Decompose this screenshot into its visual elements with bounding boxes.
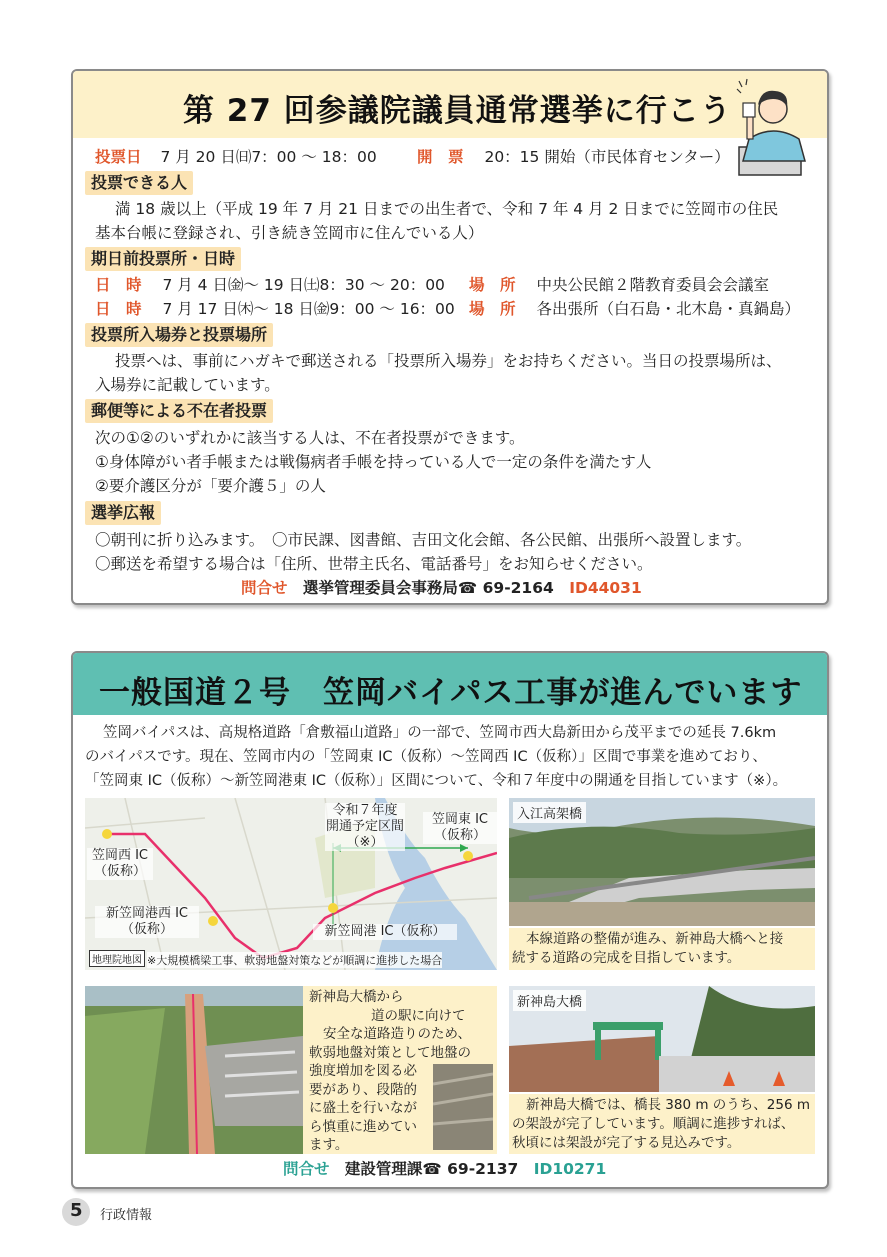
early-date-label: 日 時 (95, 300, 142, 318)
absentee-heading: 郵便等による不在者投票 (85, 399, 273, 423)
early-place-value: 各出張所（白石島・北木島・真鍋島） (536, 300, 800, 318)
section-label: 行政情報 (100, 1208, 153, 1223)
voter-illustration (735, 77, 813, 177)
contact-id: ID44031 (569, 579, 642, 597)
bulletin-heading: 選挙広報 (85, 501, 161, 525)
early-place-1 (469, 275, 769, 295)
bypass-title: 一般国道２号 笠岡バイパス工事が進んでいます (99, 675, 803, 711)
shin-west-ic-label: 新笠岡港西 IC （仮称） (95, 906, 199, 938)
bypass-intro-2: のバイパスです。現在、笠岡市内の「笠岡東 IC（仮称）～笠岡西 IC（仮称）」区間で事業を進めており、 (85, 749, 767, 765)
early-place-value: 中央公民館２階教育委員会会議室 (536, 276, 769, 294)
election-notice (71, 69, 829, 605)
bulletin-text-1: 〇朝刊に折り込みます。 〇市民課、図書館、吉田文化会館、各公民館、出張所へ設置します。 (95, 531, 752, 549)
bypass-notice (71, 651, 829, 1189)
photo1-caption: 本線道路の整備が進み、新神島大橋へと接 続する道路の完成を目指しています。 (509, 928, 815, 970)
contact-id: ID10271 (533, 1160, 607, 1178)
contact-label: 問合せ (283, 1160, 330, 1178)
east-ic-label: 笠岡東 IC （仮称） (423, 812, 497, 844)
bypass-contact (283, 1159, 606, 1179)
early-date-value: 7 月 17 日㈭～ 18 日㈮9：00 ～ 16：00 (162, 300, 455, 318)
photo3-label: 新神島大橋 (513, 990, 586, 1011)
early-place-label: 場 所 (469, 276, 516, 294)
kamishima-bridge-photo (509, 986, 815, 1154)
absentee-text-1: 次の①②のいずれかに該当する人は、不在者投票ができます。 (95, 429, 525, 447)
west-ic-label: 笠岡西 IC （仮称） (87, 848, 153, 880)
soft-ground-panel (85, 986, 497, 1154)
photo3-caption: 新神島大橋では、橋長 380 m のうち、256 m の架設が完了しています。順調に進捗すれば、 秋頃には架設が完了する見込みです。 (509, 1094, 815, 1154)
count-value: 20：15 開始（市民体育センター） (484, 148, 730, 166)
count-label: 開 票 (417, 148, 464, 166)
eligible-heading: 投票できる人 (85, 171, 193, 195)
bypass-intro-3: 「笠岡東 IC（仮称）～新笠岡港東 IC（仮称）」区間について、令和７年度中の開通を目指しています（※）。 (85, 773, 788, 789)
early-row-1 (95, 275, 445, 295)
bulletin-text-2: 〇郵送を希望する場合は「住所、世帯主氏名、電話番号」をお知らせください。 (95, 555, 653, 573)
photo1-label: 入江高架橋 (513, 802, 586, 823)
photo2-caption: 新神島大橋から 道の駅に向けて 安全な道路造りのため、 軟弱地盤対策として地盤の 強度増加を図る必 要があり、段階的 に盛土を行いなが ら慎重に進めてい ます。 (309, 989, 471, 1153)
contact-label: 問合せ (241, 579, 288, 597)
early-date-label: 日 時 (95, 276, 142, 294)
page-number: 5 (70, 1200, 83, 1221)
absentee-text-3: ②要介護区分が「要介護５」の人 (95, 477, 326, 495)
map-credit: 地理院地図 (89, 950, 145, 967)
early-place-label: 場 所 (469, 300, 516, 318)
irie-viaduct-photo (509, 798, 815, 970)
contact-value: 建設管理課☎ 69-2137 (344, 1160, 519, 1178)
vote-day-row (95, 147, 377, 167)
open-section-label: 令和７年度 開通予定区間（※） (325, 803, 404, 850)
vote-day-label: 投票日 (95, 148, 142, 166)
early-place-2 (469, 299, 800, 319)
route-map (85, 798, 497, 970)
map-note: ※大規模橋梁工事、軟弱地盤対策などが順調に進捗した場合 (147, 954, 443, 967)
bypass-intro-1: 笠岡バイパスは、高規格道路「倉敷福山道路」の一部で、笠岡市西大島新田から茂平までの延長 7.6km (103, 725, 777, 741)
shin-ic-label: 新笠岡港 IC（仮称） (313, 924, 457, 940)
eligible-text-1: 満 18 歳以上（平成 19 年 7 月 21 日までの出生者で、令和 7 年 4 月 2 日までに笠岡市の住民 (115, 200, 779, 218)
early-row-2 (95, 299, 455, 319)
ticket-heading: 投票所入場券と投票場所 (85, 323, 273, 347)
ticket-text-1: 投票へは、事前にハガキで郵送される「投票所入場券」をお持ちください。当日の投票場所は、 (115, 352, 782, 370)
contact-value: 選挙管理委員会事務局☎ 69-2164 (302, 579, 554, 597)
election-contact (241, 578, 642, 598)
absentee-text-2: ①身体障がい者手帳または戦傷病者手帳を持っている人で一定の条件を満たす人 (95, 453, 652, 471)
ticket-text-2: 入場券に記載しています。 (95, 376, 280, 394)
count-row (417, 147, 730, 167)
election-title: 第 27 回参議院議員通常選挙に行こう (183, 93, 732, 129)
vote-day-value: 7 月 20 日㈰7：00 ～ 18：00 (160, 148, 377, 166)
aerial-image (85, 986, 303, 1154)
early-date-value: 7 月 4 日㈮～ 19 日㈯8：30 ～ 20：00 (162, 276, 445, 294)
eligible-text-2: 基本台帳に登録され、引き続き笠岡市に住んでいる人） (95, 224, 484, 242)
early-heading: 期日前投票所・日時 (85, 247, 241, 271)
